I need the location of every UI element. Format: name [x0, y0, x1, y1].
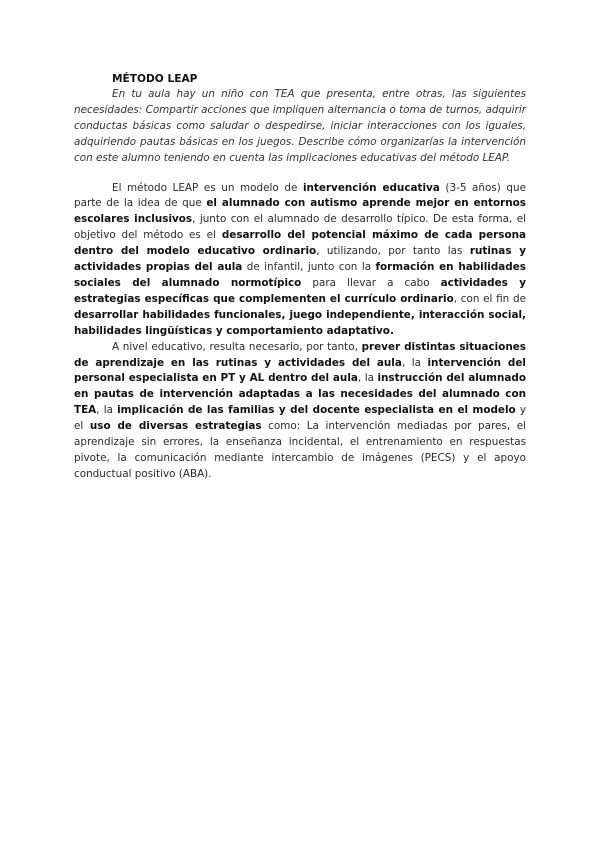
emphasis-text: el alumnado con autismo aprende mejor en entornos escolares inclusivos: [74, 197, 526, 226]
body-text: , utilizando, por tanto las: [316, 245, 470, 258]
emphasis-text: desarrollo del potencial máximo de cada persona dentro del modelo educativo ordinario: [74, 229, 526, 258]
body-text: , la: [357, 372, 378, 385]
section-spacer: [74, 167, 526, 181]
body-text: (3-5 años) que parte de la idea de que: [74, 181, 526, 210]
emphasis-text: actividades y estrategias específicas que complementen el currículo ordinario: [74, 276, 526, 305]
document-title: MÉTODO LEAP: [112, 73, 198, 85]
emphasis-text: instrucción del alumnado en pautas de intervención adaptadas a las necesidades del alumnado con TEA: [74, 372, 526, 417]
body-text: como: La intervención mediadas por pares, el aprendizaje sin errores, la enseñanza incidental, el entrenamiento en respuestas pivote, la comunicación mediante intercambio de imágenes (PECS) y el apoyo conductual positivo (ABA).: [74, 420, 526, 480]
emphasis-text: intervención educativa: [302, 181, 440, 194]
body-text: para llevar a cabo: [301, 276, 441, 289]
emphasis-text: implicación de las familias y del docente especialista en el modelo: [117, 404, 516, 417]
emphasis-text: rutinas y actividades propias del aula: [74, 245, 526, 274]
body-text: A nivel educativo, resulta necesario, por tanto,: [112, 340, 362, 353]
emphasis-text: desarrollar habilidades funcionales, juego independiente, interacción social, habilidades lingüísticas y comportamiento adaptativo.: [74, 308, 526, 337]
emphasis-text: uso de diversas estrategias: [89, 420, 262, 433]
emphasis-text: formación en habilidades sociales del alumnado normotípico: [74, 261, 526, 289]
body-text: El método LEAP es un modelo de: [112, 181, 303, 194]
body-text: y el: [74, 404, 526, 433]
assignment-prompt: En tu aula hay un niño con TEA que presenta, entre otras, las siguientes necesidades: Compartir acciones que impliquen alternancia o toma de turnos, adquirir conductas básicas como saludar o despedirse, iniciar interacciones con los iguales, adquiriendo pautas básicas en los juegos. Describe cómo organizarías la intervención con este alumno teniendo en cuenta las implicaciones educativas del método LEAP.: [74, 88, 526, 164]
body-text: , junto con el alumnado de desarrollo típico. De esta forma, el objetivo del método es el: [74, 213, 526, 242]
emphasis-text: prever distintas situaciones de aprendizaje en las rutinas y actividades del aula: [74, 340, 526, 369]
body-text: , la: [401, 356, 428, 369]
body-text: de infantil, junto con la: [242, 261, 376, 274]
body-text: , con el fin de: [453, 292, 526, 305]
emphasis-text: intervención del personal especialista en PT y AL dentro del aula: [74, 356, 526, 385]
document-page: [74, 72, 526, 483]
paragraph-1: [74, 181, 526, 340]
body-text: , la: [96, 404, 118, 417]
paragraph-2: [74, 340, 526, 483]
